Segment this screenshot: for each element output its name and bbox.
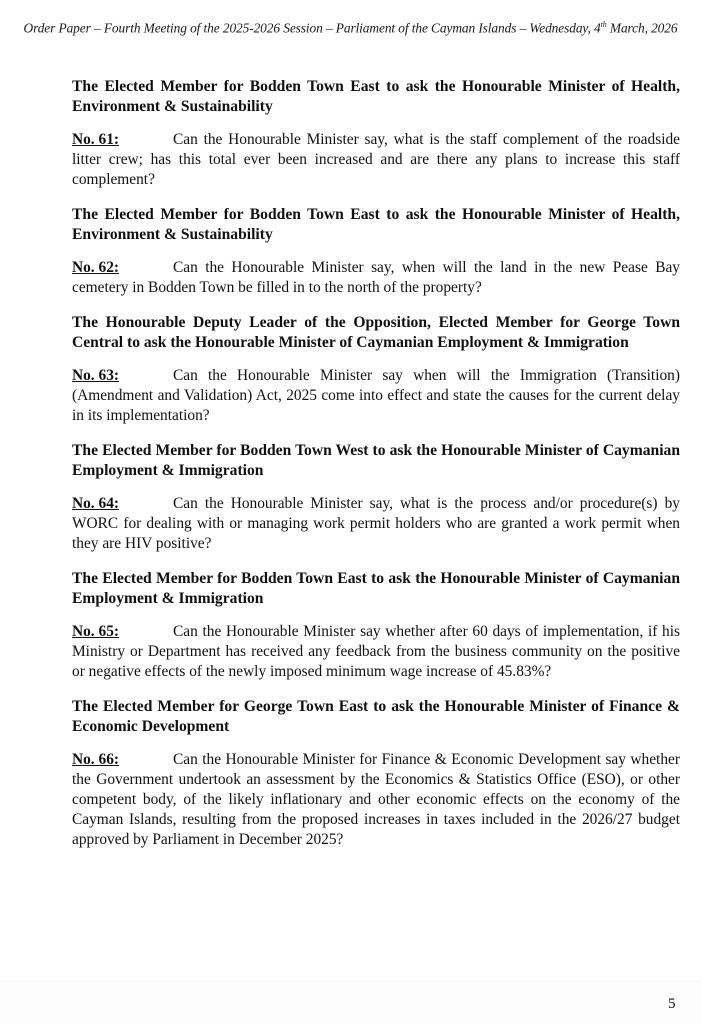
question-number: No. 65: xyxy=(72,623,120,640)
question-paragraph xyxy=(72,750,680,850)
question-heading: The Elected Member for Bodden Town East to ask the Honourable Minister of Health, Environment & Sustainability xyxy=(72,78,680,115)
question-number: No. 64: xyxy=(72,495,120,512)
page-footer xyxy=(0,980,701,1024)
question-text: Can the Honourable Minister say, what is the process and/or procedure(s) by WORC for dealing with or managing work permit holders who are granted a work permit when they are HIV positive? xyxy=(72,495,680,552)
page-number: 5 xyxy=(668,996,676,1012)
question-text: Can the Honourable Minister say whether after 60 days of implementation, if his Ministry or Department has received any feedback from the business community on the positive or negative effects of the newly imposed minimum wage increase of 45.83%? xyxy=(72,623,680,680)
question-number: No. 62: xyxy=(72,259,120,276)
question-heading: The Elected Member for Bodden Town East to ask the Honourable Minister of Caymanian Employment & Immigration xyxy=(72,570,680,607)
question-paragraph xyxy=(72,494,680,554)
question-text: Can the Honourable Minister for Finance & Economic Development say whether the Government undertook an assessment by the Economics & Statistics Office (ESO), or other competent body, of the likely inflationary and other economic effects on the economy of the Cayman Islands, resulting from the proposed increases in taxes included in the 2026/27 budget approved by Parliament in December 2025? xyxy=(72,751,680,848)
question-paragraph xyxy=(72,622,680,682)
question-paragraph xyxy=(72,258,680,298)
question-number: No. 61: xyxy=(72,131,120,148)
question-text: Can the Honourable Minister say when will the Immigration (Transition) (Amendment and Validation) Act, 2025 come into effect and state the causes for the current delay in its implementation? xyxy=(72,367,680,424)
question-section xyxy=(72,313,680,426)
header-ordinal: th xyxy=(600,20,607,29)
question-paragraph xyxy=(72,366,680,426)
order-paper-body xyxy=(72,77,680,865)
question-text: Can the Honourable Minister say, what is the staff complement of the roadside litter crew; has this total ever been increased and are there any plans to increase this staff complement? xyxy=(72,131,680,188)
running-header xyxy=(0,20,701,36)
question-section xyxy=(72,77,680,190)
question-paragraph xyxy=(72,130,680,190)
header-text: Order Paper – Fourth Meeting of the 2025-2026 Session – Parliament of the Cayman Islands – Wednesday, 4 xyxy=(23,20,601,36)
header-text-end: March, 2026 xyxy=(606,20,678,36)
question-heading: The Elected Member for George Town East to ask the Honourable Minister of Finance & Economic Development xyxy=(72,698,680,735)
question-number: No. 63: xyxy=(72,367,120,384)
question-section xyxy=(72,697,680,850)
question-heading: The Elected Member for Bodden Town West to ask the Honourable Minister of Caymanian Employment & Immigration xyxy=(72,442,680,479)
question-heading: The Honourable Deputy Leader of the Opposition, Elected Member for George Town Central to ask the Honourable Minister of Caymanian Employment & Immigration xyxy=(72,314,680,351)
question-number: No. 66: xyxy=(72,751,120,768)
question-heading: The Elected Member for Bodden Town East to ask the Honourable Minister of Health, Environment & Sustainability xyxy=(72,206,680,243)
question-text: Can the Honourable Minister say, when will the land in the new Pease Bay cemetery in Bodden Town be filled in to the north of the property? xyxy=(72,259,680,296)
question-section xyxy=(72,441,680,554)
question-section xyxy=(72,569,680,682)
question-section xyxy=(72,205,680,298)
